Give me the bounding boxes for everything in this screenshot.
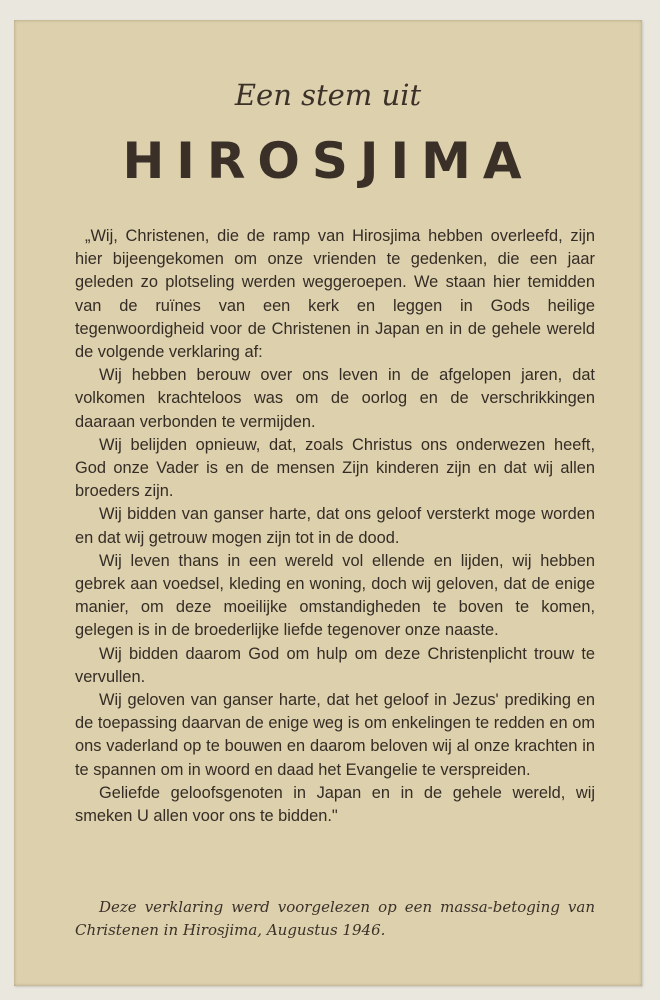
paragraph-5: Wij leven thans in een wereld vol ellende en lijden, wij hebben gebrek aan voedsel, kleding en woning, doch wij geloven, dat de enige manier, om deze moeilijke omstandigheden te boven te komen, gelegen is in de broederlijke liefde tegenover onze naaste. <box>75 551 595 640</box>
paragraph-7: Wij geloven van ganser harte, dat het geloof in Jezus' prediking en de toepassing daarvan de enige weg is om enkelingen te redden en om ons vaderland op te bouwen en daarom beloven wij al onze krachten in te spannen om in woord en daad het Evangelie te verspreiden. <box>75 691 595 779</box>
footnote <box>75 896 595 942</box>
declaration-body <box>75 225 595 828</box>
paragraph-6: Wij bidden daarom God om hulp om deze Christenplicht trouw te vervullen. <box>75 644 595 686</box>
page-title: HIROSJIMA <box>122 132 534 190</box>
footnote-text: Deze verklaring werd voorgelezen op een massa-betoging van Christenen in Hirosjima, Augustus 1946. <box>75 898 595 939</box>
paragraph-2: Wij hebben berouw over ons leven in de afgelopen jaren, dat volkomen krachteloos was om de oorlog en de verschrikkingen daaraan verbonden te vermijden. <box>75 366 595 431</box>
paragraph-3: Wij belijden opnieuw, dat, zoals Christus ons onderwezen heeft, God onze Vader is en de mensen Zijn kinderen zijn en dat wij allen broeders zijn. <box>75 435 595 501</box>
paragraph-1: „Wij, Christenen, die de ramp van Hirosjima hebben overleefd, zijn hier bijeengekomen om onze vrienden te gedenken, die een jaar geleden zo plotseling werden weggeroepen. We staan hier temidden van de ruïnes van een kerk en leggen in Gods heilige tegenwoordigheid voor de Christenen in Japan en in de gehele wereld de volgende verklaring af: <box>75 227 595 362</box>
kicker-text: Een stem uit <box>234 78 422 112</box>
leaflet-page <box>14 20 642 986</box>
paragraph-8: Geliefde geloofsgenoten in Japan en in de gehele wereld, wij smeken U allen voor ons te bidden." <box>75 783 595 826</box>
paragraph-4: Wij bidden van ganser harte, dat ons geloof versterkt moge worden en dat wij getrouw mogen zijn tot in de dood. <box>75 505 595 547</box>
